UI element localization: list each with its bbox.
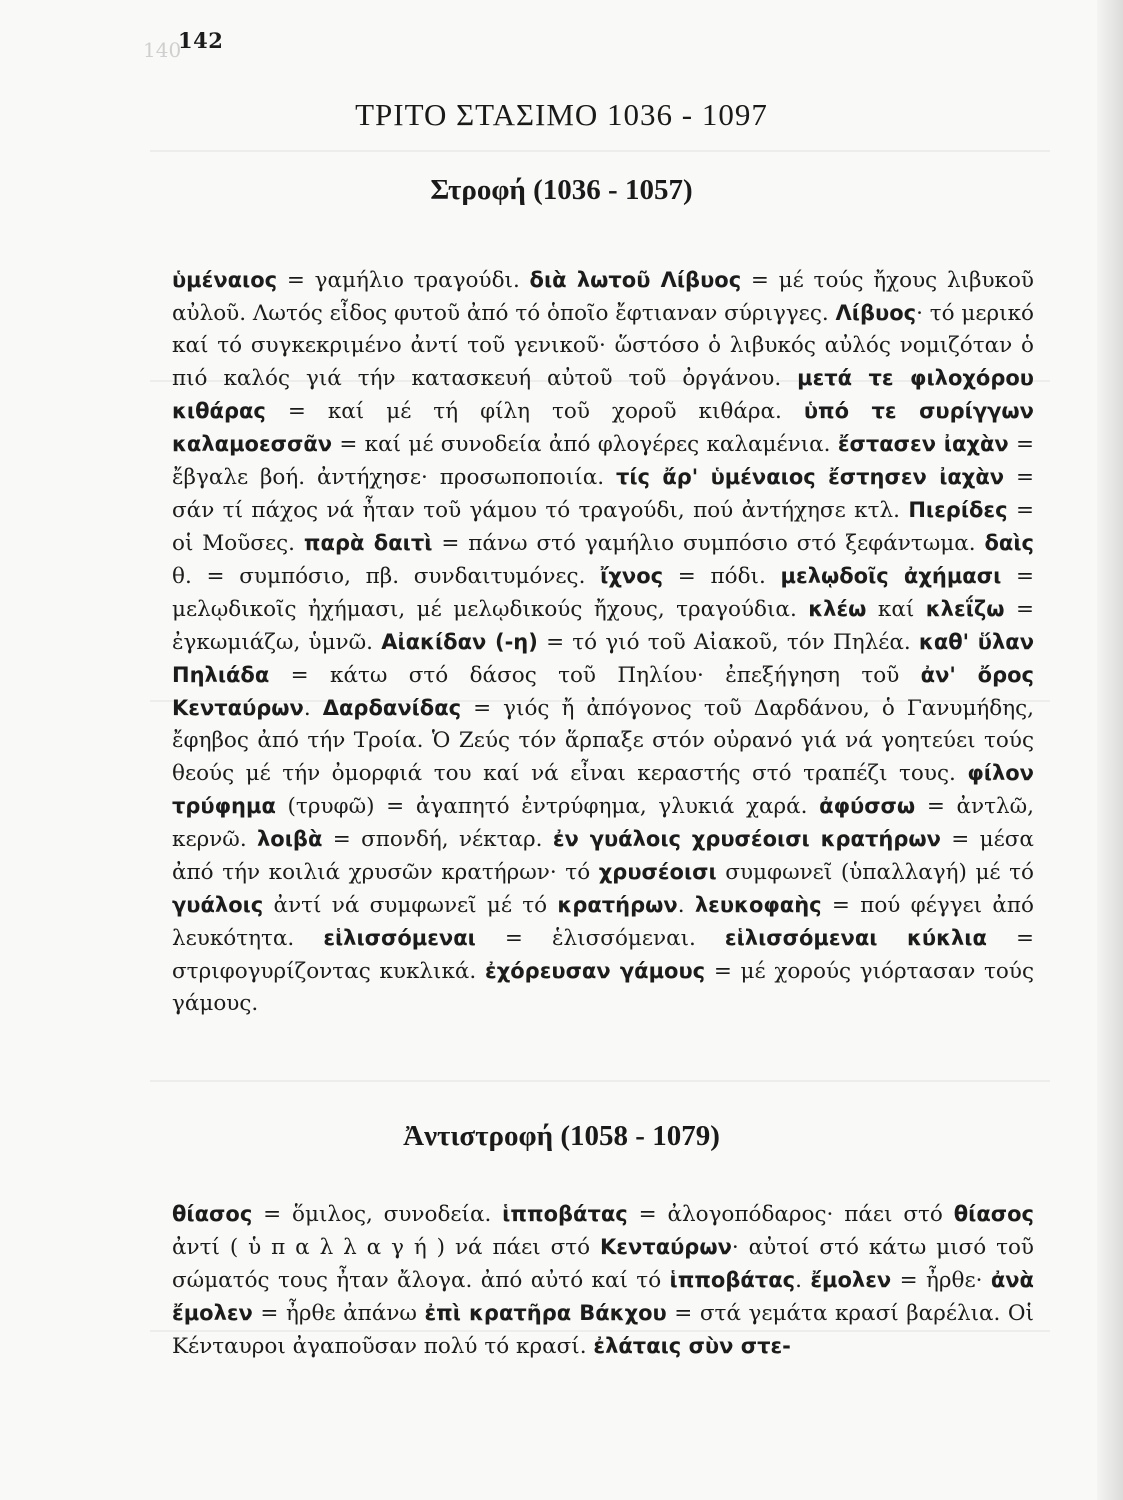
gloss-text: = οἱ Μοῦσες. — [172, 498, 1034, 556]
lemma-term: ἱπποβάτας — [502, 1202, 628, 1226]
lemma-term: μελῳδοῖς ἀχήμασι — [780, 564, 1002, 588]
gloss-text: = κάτω στό δάσος τοῦ Πηλίου· ἐπεξήγηση τοῦ — [269, 663, 921, 688]
gloss-text: = ἔβγαλε βοή. ἀντήχησε· προσωποποιία. — [172, 432, 1035, 490]
lemma-term: κρατήρων — [557, 893, 678, 917]
gloss-text: = στά γεμάτα κρασί βαρέλια. Οἱ Κένταυροι ἀγαποῦσαν πολύ τό κρασί. — [172, 1301, 1034, 1359]
lemma-term: Κενταύρων — [600, 1235, 732, 1259]
gloss-text: . — [303, 696, 323, 721]
gloss-text: = πού φέγγει ἀπό λευκότητα. — [172, 893, 1034, 951]
bleed-through-line — [150, 1080, 1050, 1082]
gloss-text: = μέ τούς ἤχους λιβυκοῦ αὐλοῦ. Λωτός εἶδος φυτοῦ ἀπό τό ὁποῖο ἔφτιαναν σύριγγες. — [172, 268, 1034, 326]
lemma-term: ἐχόρευσαν γάμους — [485, 959, 706, 983]
lemma-term: ἀφύσσω — [819, 794, 916, 818]
gloss-text: = γιός ἤ ἀπόγονος τοῦ Δαρδάνου, ὁ Γανυμήδης, ἔφηβος ἀπό τήν Τροία. Ὁ Ζεύς τόν ἅρπαξε στόν οὐρανό γιά νά γοητεύει τούς θεούς μέ τήν ὀμορφιά του καί νά εἶναι κεραστής στό τραπέζι τους. — [172, 696, 1035, 786]
antistrophe-commentary — [172, 1198, 1034, 1363]
gloss-text: = σάν τί πάχος νά ἦταν τοῦ γάμου τό τραγούδι, πού ἀντήχησε κτλ. — [172, 465, 1034, 523]
lemma-term: ἀν' ὄρος Κενταύρων — [172, 663, 1034, 720]
gloss-text: = γαμήλιο τραγούδι. — [277, 268, 530, 293]
gloss-text: = πάνω στό γαμήλιο συμπόσιο στό ξεφάντωμα. — [432, 531, 985, 556]
lemma-term: καθ' ὕλαν Πηλιάδα — [172, 630, 1034, 687]
lemma-term: ἐν γυάλοις χρυσέοισι κρατήρων — [552, 827, 941, 851]
gloss-text: = ὅμιλος, συνοδεία. — [252, 1202, 503, 1227]
lemma-term: ἱπποβάτας — [669, 1268, 796, 1292]
page-number: 142 — [178, 28, 224, 53]
gloss-text: = καί μέ συνοδεία ἀπό φλογέρες καλαμένια. — [332, 432, 838, 457]
lemma-term: Δαρδανίδας — [322, 696, 462, 720]
lemma-term: ὑπό τε συρίγγων καλαμοεσσᾶν — [172, 399, 1034, 456]
gloss-text: = σπονδή, νέκταρ. — [322, 827, 553, 852]
lemma-term: γυάλοις — [172, 893, 264, 917]
lemma-term: εἱλισσόμεναι κύκλια — [724, 926, 987, 950]
lemma-term: Αἰακίδαν (-η) — [381, 630, 538, 654]
gloss-text: συμφωνεῖ (ὑπαλλαγή) μέ τό — [716, 860, 1034, 885]
gloss-text: = ἐγκωμιάζω, ὑμνῶ. — [172, 597, 1034, 655]
gloss-text: ἀντί ( ὑ π α λ λ α γ ή ) νά πάει στό — [172, 1235, 601, 1260]
gloss-text: = στριφογυρίζοντας κυκλικά. — [172, 926, 1034, 984]
gloss-text: = μέσα ἀπό τήν κοιλιά χρυσῶν κρατήρων· τό — [172, 827, 1034, 885]
lemma-term: παρὰ δαιτὶ — [303, 531, 433, 555]
lemma-term: λοιβὰ — [257, 827, 323, 851]
lemma-term: Λίβυος — [835, 301, 917, 325]
gloss-text: · αὐτοί στό κάτω μισό τοῦ σώματός τους ἦταν ἄλογα. ἀπό αὐτό καί τό — [172, 1235, 1034, 1293]
gloss-text: = μέ χορούς γιόρτασαν τούς γάμους. — [172, 959, 1034, 1016]
gloss-text: ἀντί νά συμφωνεῖ μέ τό — [263, 893, 558, 918]
page-edge-shadow — [1097, 0, 1123, 1500]
lemma-term: θίασος — [953, 1202, 1034, 1226]
gloss-text: = καί μέ τή φίλη τοῦ χοροῦ κιθάρα. — [265, 399, 804, 424]
bleed-through-line — [150, 150, 1050, 152]
gloss-text: (τρυφῶ) = ἀγαπητό ἐντρύφημα, γλυκιά χαρά. — [275, 794, 820, 819]
strophe-heading: Στροφή (1036 - 1057) — [430, 174, 693, 206]
lemma-term: φίλον τρύφημα — [172, 761, 1034, 818]
lemma-term: ἔμολεν — [810, 1268, 892, 1292]
gloss-text: θ. = συμπόσιο, πβ. συνδαιτυμόνες. — [172, 564, 601, 589]
strophe-commentary — [172, 264, 1034, 1020]
gloss-text: = μελῳδικοῖς ἠχήμασι, μέ μελῳδικούς ἤχους, τραγούδια. — [172, 564, 1035, 622]
lemma-term: ἐλάταις σὺν στε- — [593, 1334, 791, 1358]
gloss-text: = ἦρθε· — [891, 1268, 991, 1293]
gloss-text: καί — [866, 597, 926, 622]
lemma-term: μετά τε φιλοχόρου κιθάρας — [172, 366, 1034, 423]
chapter-title: ΤΡΙΤΟ ΣΤΑΣΙΜΟ 1036 - 1097 — [355, 97, 768, 132]
lemma-term: διὰ λωτοῦ Λίβυος — [529, 268, 742, 292]
lemma-term: κλεΐζω — [925, 597, 1005, 621]
lemma-term: χρυσέοισι — [598, 860, 717, 884]
lemma-term: ἴχνος — [600, 564, 664, 588]
lemma-term: ἐπὶ κρατῆρα Βάκχου — [424, 1301, 667, 1325]
ghost-page-number: 140 — [143, 38, 182, 62]
gloss-text: = ἀλογοπόδαρος· πάει στό — [627, 1202, 954, 1227]
lemma-term: ὑμέναιος — [172, 268, 278, 292]
gloss-text: = ἀντλῶ, κερνῶ. — [172, 794, 1034, 852]
lemma-term: θίασος — [172, 1202, 253, 1226]
lemma-term: ἔστασεν ἰαχὰν — [837, 432, 1009, 456]
antistrophe-heading: Ἀντιστροφή (1058 - 1079) — [403, 1120, 720, 1152]
lemma-term: δαὶς — [984, 531, 1034, 555]
lemma-term: τίς ἄρ' ὑμέναιος ἔστησεν ἰαχὰν — [615, 465, 1005, 489]
gloss-text: = ἦρθε ἀπάνω — [252, 1301, 425, 1326]
lemma-term: κλέω — [808, 597, 867, 621]
gloss-text: = ἑλισσόμεναι. — [475, 926, 725, 951]
lemma-term: εἱλισσόμεναι — [323, 926, 476, 950]
lemma-term: ἀνὰ ἔμολεν — [172, 1268, 1034, 1325]
gloss-text: = τό γιό τοῦ Αἰακοῦ, τόν Πηλέα. — [537, 630, 919, 655]
lemma-term: Πιερίδες — [908, 498, 1008, 522]
gloss-text: . — [677, 893, 695, 918]
gloss-text: = πόδι. — [663, 564, 781, 589]
gloss-text: · τό μερικό καί τό συγκεκριμένο ἀντί τοῦ γενικοῦ· ὥστόσο ὁ λιβυκός αὐλός νομιζόταν ὁ πιό καλός γιά τήν κατασκευή αὐτοῦ τοῦ ὀργάνου. — [172, 301, 1034, 391]
lemma-term: λευκοφαὴς — [694, 893, 822, 917]
gloss-text: . — [795, 1268, 811, 1293]
